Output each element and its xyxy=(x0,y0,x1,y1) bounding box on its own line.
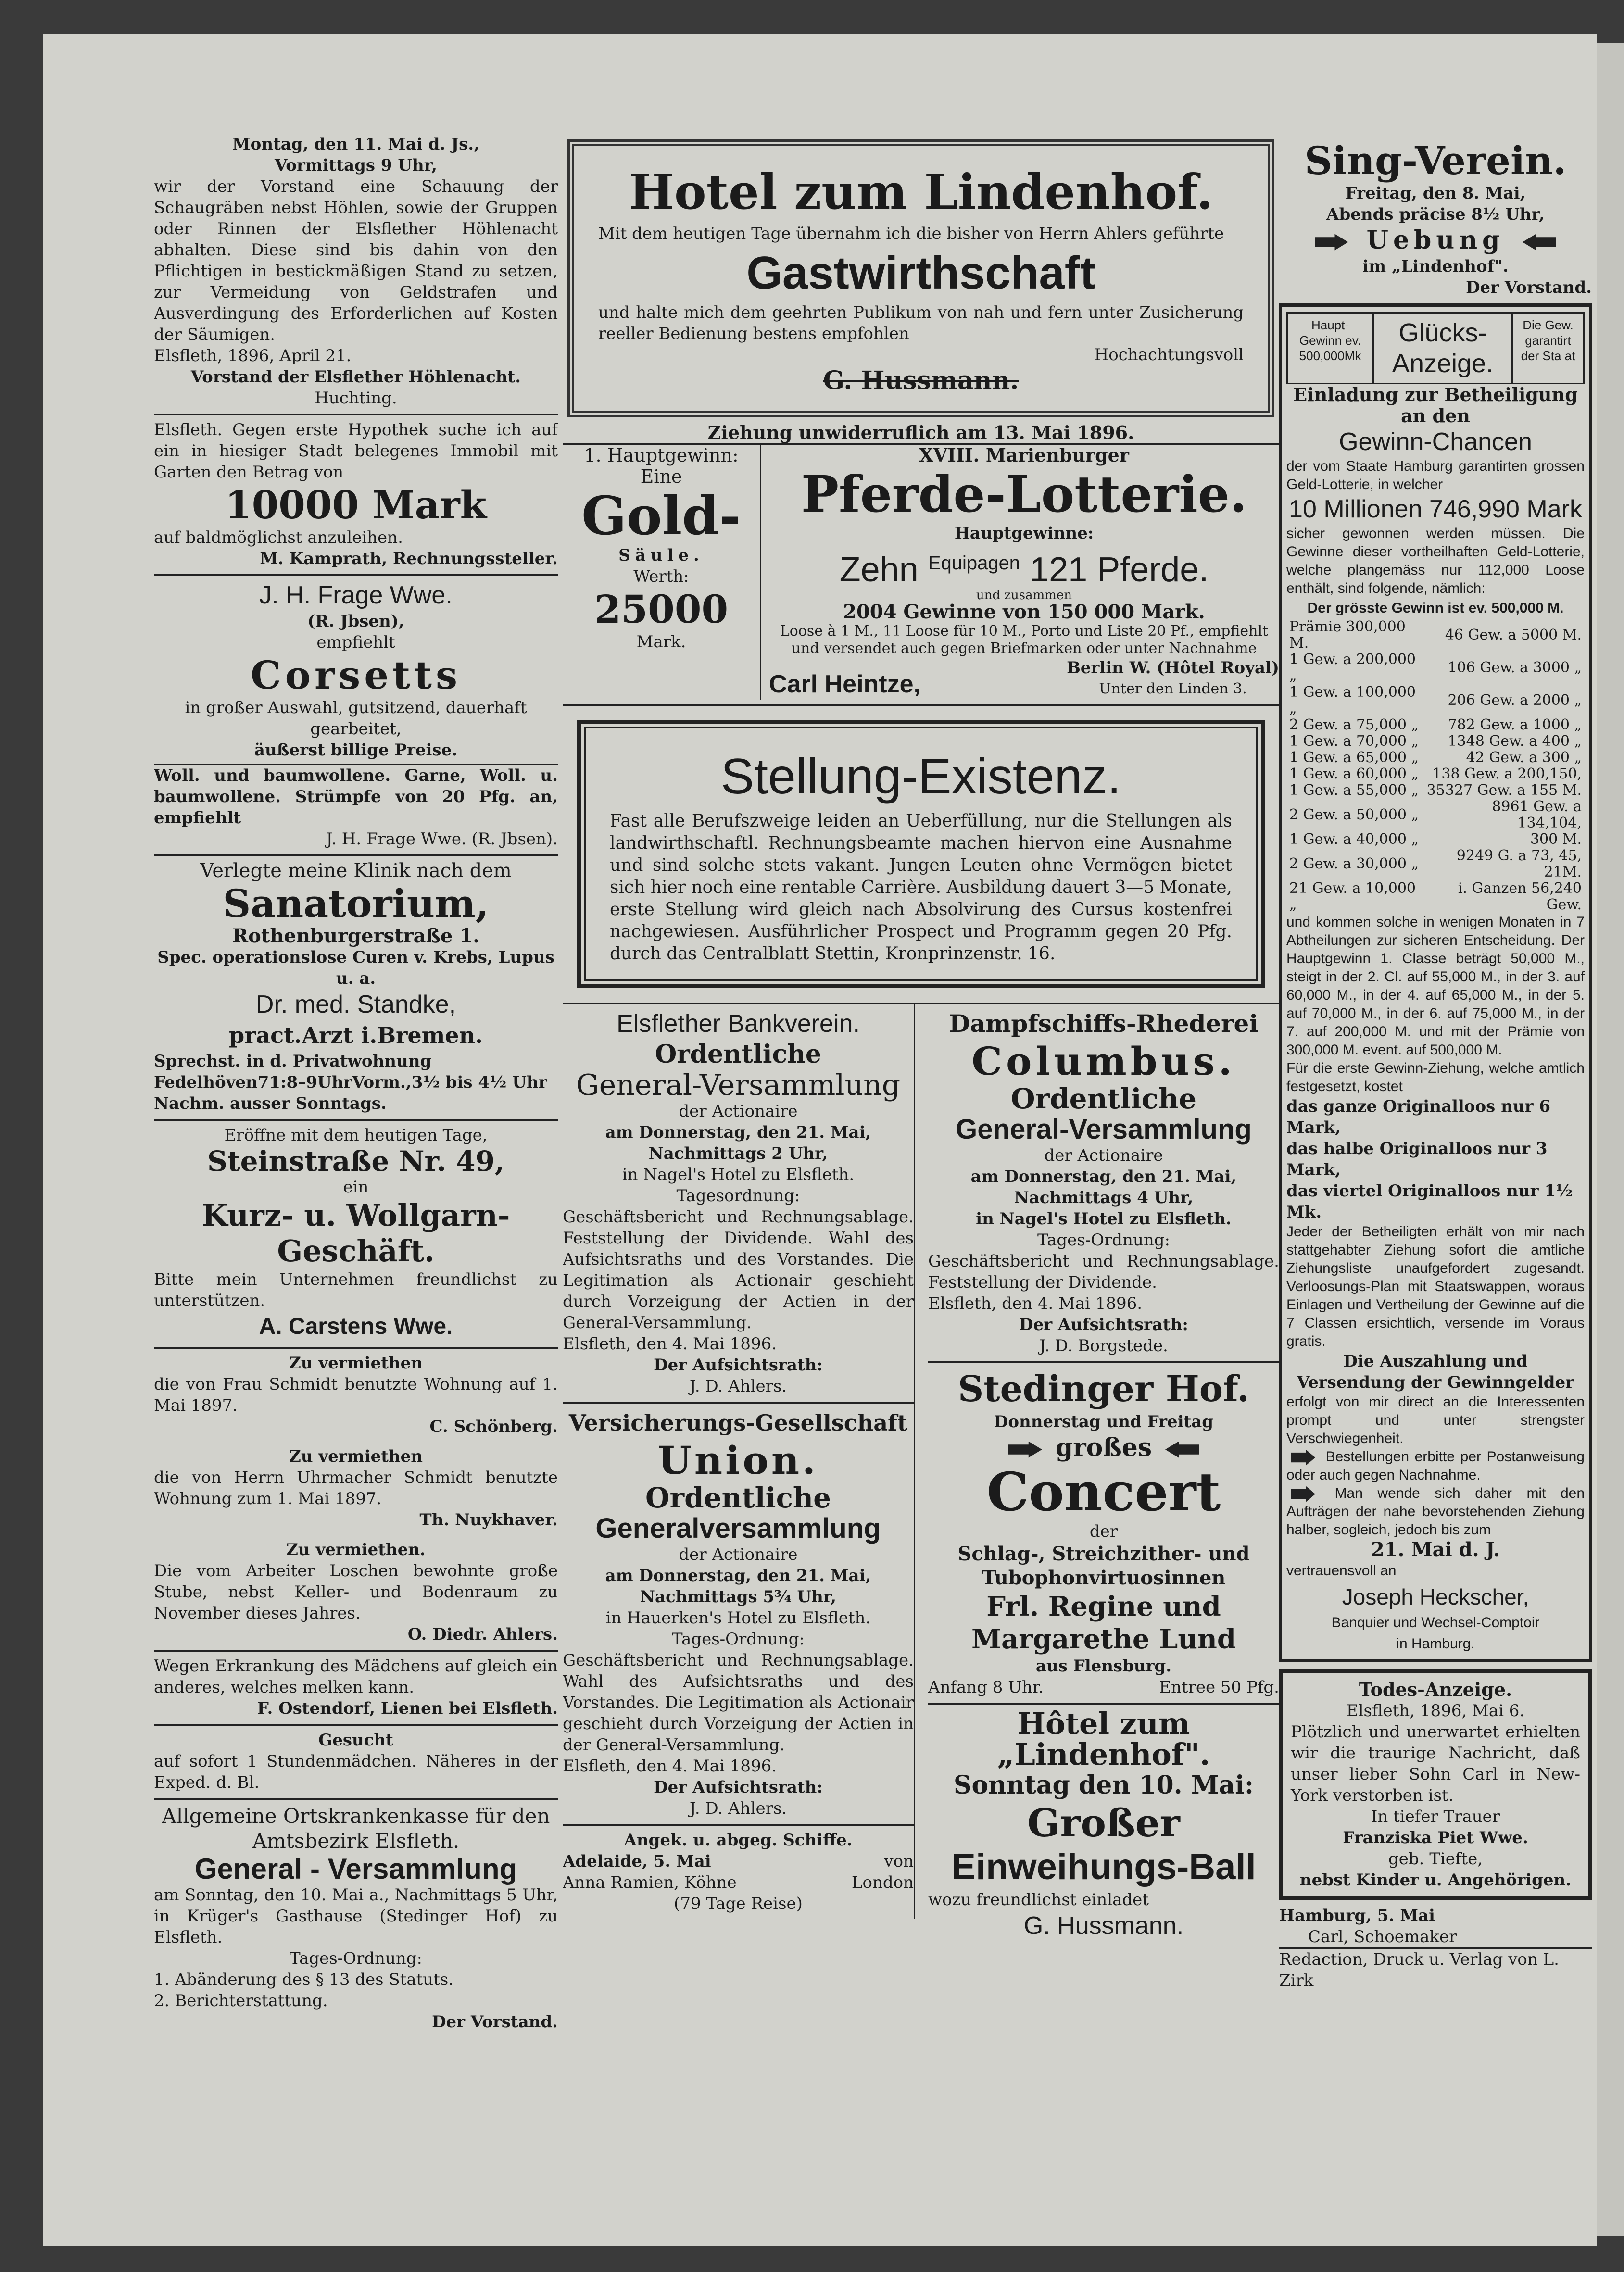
lotterie-firm-addr: Berlin W. (Hôtel Royal) xyxy=(1067,658,1279,678)
bankverein-when: am Donnerstag, den 21. Mai, Nachmittags 2 Uhr, xyxy=(605,1123,871,1163)
middle-subcolumns xyxy=(563,1004,1279,2062)
gluecks-body2: sicher gewonnen werden müssen. Die Gewinne dieser vortheilhaften Geld-Lotterie, welche plangemäss nur 112,000 Loose enthält, sind folgende, nämlich: xyxy=(1286,526,1585,596)
gluecks-orig1: das ganze Originalloos nur 6 Mark, xyxy=(1286,1097,1550,1137)
gluecks-invite: Einladung zur Betheiligung an den xyxy=(1293,384,1578,427)
gluecks-prize-table xyxy=(1286,619,1585,913)
schauung-date: Montag, den 11. Mai d. Js., xyxy=(232,135,479,154)
ad-sing-verein xyxy=(1279,135,1592,305)
columbus-signer: Der Aufsichtsrath: xyxy=(1019,1315,1188,1334)
prize-row xyxy=(1286,799,1585,831)
verm3-title: Zu vermiethen. xyxy=(286,1540,426,1559)
carstens-signer: A. Carstens Wwe. xyxy=(259,1314,453,1339)
verm2-signer: Th. Nuykhaver. xyxy=(419,1510,558,1530)
carstens-title: Kurz- u. Wollgarn-Geschäft. xyxy=(201,1198,510,1268)
gluecks-orig2: das halbe Originalloos nur 3 Mark, xyxy=(1286,1139,1548,1180)
hypothek-body: Elsfleth. Gegen erste Hypothek suche ich auf ein in hiesiger Stadt belegenes Immobil mit Garten den Betrag von xyxy=(154,420,558,482)
union-headline: Generalversammlung xyxy=(595,1513,881,1544)
gluecks-body9: Man wende sich daher mit den Aufträgen der nahe bevorstehenden Ziehung halber, sogleich, jedoch bis zum xyxy=(1286,1485,1585,1538)
prize-right: 46 Gew. a 5000 M. xyxy=(1445,627,1582,643)
ad-stedinger-hof xyxy=(928,1363,1279,1705)
gluecks-title-box xyxy=(1374,314,1513,383)
lindenhof-title: Hotel zum Lindenhof. xyxy=(629,163,1213,220)
lotterie-left-unit: Mark. xyxy=(636,632,686,652)
todes-geb: geb. Tiefte, xyxy=(1388,1849,1483,1869)
ball-headline: Einweihungs-Ball xyxy=(951,1846,1256,1887)
todes-body: Plötzlich und unerwartet erhielten wir die traurige Nachricht, daß unser lieber Sohn Carl in New-York verstorben ist. xyxy=(1291,1722,1580,1805)
prize-right: i. Ganzen 56,240 Gew. xyxy=(1458,880,1582,913)
lindenhof-greeting: Hochachtungsvoll xyxy=(1094,345,1244,364)
stellung-title: Stellung-Existenz. xyxy=(720,749,1121,804)
verm1-body: die von Frau Schmidt benutzte Wohnung auf 1. Mai 1897. xyxy=(154,1375,558,1415)
prize-row xyxy=(1286,684,1585,717)
frage-product: Corsetts xyxy=(250,653,462,698)
bankverein-dateline: Elsfleth, den 4. Mai 1896. xyxy=(563,1334,777,1354)
prize-right: 42 Gew. a 300 „ xyxy=(1466,749,1582,766)
gluecks-left: Haupt-Gewinn ev. 500,000Mk xyxy=(1299,318,1361,363)
ball-invite: wozu freundlichst einladet xyxy=(928,1890,1149,1909)
verm2-title: Zu vermiethen xyxy=(289,1447,423,1466)
stedinger-names: Frl. Regine und Margarethe Lund xyxy=(971,1591,1236,1655)
middle-subcolumn-left xyxy=(563,1004,915,1919)
ball-grosser: Großer xyxy=(1027,1800,1180,1845)
prize-right: 8961 Gew. a 134,104, xyxy=(1492,798,1582,831)
gluecks-body1: der vom Staate Hamburg garantirten grossen Geld-Lotterie, in welcher xyxy=(1286,458,1585,492)
lindenhof-line1: Mit dem heutigen Tage übernahm ich die bisher von Herrn Ahlers geführte xyxy=(598,224,1224,243)
prize-right: 9249 G. a 73, 45, 21M. xyxy=(1456,847,1582,880)
ad-vermiethen-1 xyxy=(154,1349,558,1442)
columbus-der: der Actionaire xyxy=(1044,1146,1163,1165)
maedchen-body: Wegen Erkrankung des Mädchens auf gleich ein anderes, welches melken kann. xyxy=(154,1657,558,1697)
bankverein-headline: General-Versammlung xyxy=(576,1068,901,1102)
sanatorium-addr: Rothenburgerstraße 1. xyxy=(232,925,480,947)
footer-ship: Carl, Schoemaker xyxy=(1308,1927,1457,1946)
column-right xyxy=(1279,135,1592,1991)
prize-row xyxy=(1286,766,1585,782)
lindenhof-body: und halte mich dem geehrten Publikum von nah und fern unter Zusicherung reeller Bedienung bestens empfohlen xyxy=(598,303,1244,343)
pointing-hand-icon xyxy=(1165,1442,1199,1458)
prize-row xyxy=(1286,831,1585,848)
next-page-edge xyxy=(1597,43,1624,2236)
columbus-headline: General-Versammlung xyxy=(956,1114,1252,1145)
prize-left: 1 Gew. a 65,000 „ xyxy=(1289,749,1419,766)
stedinger-entry: Entree 50 Pfg. xyxy=(1159,1678,1279,1697)
hypothek-signer: M. Kamprath, Rechnungssteller. xyxy=(260,549,558,568)
columbus-name: Columbus. xyxy=(971,1039,1236,1084)
prize-row xyxy=(1286,880,1585,913)
gluecks-top: Der grösste Gewinn ist ev. 500,000 M. xyxy=(1307,600,1564,616)
gesucht-body: auf sofort 1 Stundenmädchen. Näheres in der Exped. d. Bl. xyxy=(154,1752,558,1792)
ad-einweihungs-ball xyxy=(928,1705,1279,1946)
singverein-where: im „Lindenhof". xyxy=(1362,257,1509,276)
schiffe-line3: (79 Tage Reise) xyxy=(674,1894,803,1913)
todes-family: nebst Kinder u. Angehörigen. xyxy=(1299,1870,1572,1890)
lotterie-firm-addr2: Unter den Linden 3. xyxy=(1099,680,1247,697)
gluecks-chances: Gewinn-Chancen xyxy=(1339,428,1532,456)
columbus-title: Dampfschiffs-Rhederei xyxy=(949,1009,1259,1038)
union-signer2: J. D. Ahlers. xyxy=(689,1799,787,1818)
bankverein-der: der Actionaire xyxy=(679,1102,798,1121)
lindenhof-signer: G. Hussmann. xyxy=(823,366,1019,395)
prize-right: 782 Gew. a 1000 „ xyxy=(1448,716,1582,733)
union-dateline: Elsfleth, den 4. Mai 1896. xyxy=(563,1757,777,1776)
carstens-body: Bitte mein Unternehmen freundlichst zu unterstützen. xyxy=(154,1270,558,1310)
union-name: Union. xyxy=(658,1438,818,1483)
ad-frage xyxy=(154,576,558,856)
singverein-headline: Uebung xyxy=(1366,226,1505,255)
gluecks-orig3: das viertel Originalloos nur 1½ Mk. xyxy=(1286,1181,1573,1222)
lotterie-left-saeule: Säule. xyxy=(618,546,704,565)
schiffe-line1-place: Adelaide, 5. Mai xyxy=(563,1852,711,1871)
bankverein-agenda-title: Tagesordnung: xyxy=(676,1186,800,1205)
stellung-box xyxy=(577,720,1265,988)
prize-right: 138 Gew. a 200,150, xyxy=(1432,766,1582,782)
schauung-time: Vormittags 9 Uhr, xyxy=(274,156,438,175)
lotterie-left-eine: Eine xyxy=(640,466,682,487)
sanatorium-title: Sanatorium, xyxy=(223,881,489,926)
pointing-hand-icon xyxy=(1008,1442,1042,1458)
frage-empfiehlt: empfiehlt xyxy=(316,633,395,652)
gluecks-deadline: 21. Mai d. J. xyxy=(1371,1538,1500,1561)
ad-hotel-lindenhof xyxy=(567,139,1274,417)
lotterie-hauptgew: Hauptgewinne: xyxy=(954,524,1094,543)
gluecks-left-box xyxy=(1288,314,1374,383)
union-when: am Donnerstag, den 21. Mai, Nachmittags 5¾ Uhr, xyxy=(605,1566,871,1607)
carstens-line1: Eröffne mit dem heutigen Tage, xyxy=(224,1126,488,1145)
bankverein-where: in Nagel's Hotel zu Elsfleth. xyxy=(622,1165,855,1184)
frage-body2: Woll. und baumwollene. Garne, Woll. u. baumwollene. Strümpfe von 20 Pfg. an, empfiehlt xyxy=(154,764,558,828)
gluecks-right: Die Gew. garantirt der Sta at xyxy=(1521,318,1575,363)
lotterie-title: Pferde-Lotterie. xyxy=(801,464,1247,524)
footer-place: Hamburg, 5. Mai xyxy=(1279,1906,1435,1925)
ortskranken-agenda-1: 1. Abänderung des § 13 des Statuts. xyxy=(154,1970,454,1989)
pointing-hand-icon xyxy=(1523,234,1556,251)
stedinger-when: Donnerstag und Freitag xyxy=(994,1412,1214,1431)
prize-left: 2 Gew. a 75,000 „ xyxy=(1289,716,1419,733)
ad-gesucht xyxy=(154,1726,558,1800)
union-where: in Hauerken's Hotel zu Elsfleth. xyxy=(605,1608,871,1628)
union-der: der Actionaire xyxy=(679,1545,798,1564)
frage-signer: J. H. Frage Wwe. (R. Jbsen). xyxy=(326,829,558,849)
columbus-when: am Donnerstag, den 21. Mai, Nachmittags 4 Uhr, xyxy=(970,1167,1237,1207)
ad-sanatorium xyxy=(154,856,558,1121)
todes-dateline: Elsfleth, 1896, Mai 6. xyxy=(1346,1701,1525,1720)
ad-gluecks-anzeige xyxy=(1279,305,1592,1662)
ad-todes-anzeige xyxy=(1279,1669,1592,1900)
footer xyxy=(1279,1900,1592,1991)
gluecks-title: Glücks-Anzeige. xyxy=(1392,318,1494,378)
gluecks-banker-sub: Banquier und Wechsel-Comptoir xyxy=(1331,1615,1540,1631)
union-signer: Der Aufsichtsrath: xyxy=(654,1778,823,1797)
lotterie-pferde: 121 Pferde. xyxy=(1030,551,1209,589)
gluecks-vertrauen: vertrauensvoll an xyxy=(1286,1563,1397,1579)
ortskranken-headline: General - Versammlung xyxy=(194,1853,517,1885)
ad-schauung xyxy=(154,130,558,415)
gluecks-body5: Jeder der Betheiligten erhält von mir nach stattgehabter Ziehung sofort die amtliche Ziehungsliste unaufgefordert zugesandt. Verloosungs-Plan mit Staatswappen, woraus Einlagen und Vertheilung der Gewinne auf die 7 Classen ersichtlich, versende im Voraus gratis. xyxy=(1286,1224,1585,1349)
lotterie-zehn: Zehn xyxy=(839,551,919,589)
verm3-signer: O. Diedr. Ahlers. xyxy=(407,1625,558,1644)
prize-left: 2 Gew. a 50,000 „ xyxy=(1289,806,1419,823)
gesucht-title: Gesucht xyxy=(318,1731,393,1750)
stedinger-concert: Concert xyxy=(986,1461,1221,1523)
stedinger-from: aus Flensburg. xyxy=(1035,1657,1172,1676)
schauung-body: wir der Vorstand eine Schauung der Schaugräben nebst Höhlen, sowie der Gruppen oder Rinnen der Elsflether Höhlenacht abhalten. Diese sind bis dahin von den Pflichtigen in bestickmäßigen Stand zu setzen, zur Vermeidung von Geldstrafen und Ausverdingung des Erforderlichen auf Kosten der Säumigen. xyxy=(154,177,558,344)
prize-row xyxy=(1286,652,1585,684)
union-agenda: Geschäftsbericht und Rechnungsablage. Wahl des Aufsichtsraths und des Vorstandes. Die Legitimation als Actionair geschieht durch Vorzeigung der Actien in der General-Versammlung. xyxy=(563,1651,914,1755)
prize-left: 1 Gew. a 60,000 „ xyxy=(1289,766,1419,782)
ad-union xyxy=(563,1404,914,1826)
schiffe-line2-ship: Anna Ramien, Köhne xyxy=(563,1873,737,1892)
lotterie-banner: Ziehung unwiderruflich am 13. Mai 1896. xyxy=(563,422,1279,445)
prize-left: 21 Gew. a 10,000 „ xyxy=(1289,880,1416,913)
middle-subcolumn-right xyxy=(928,1004,1279,1946)
lotterie-firm: Carl Heintze, xyxy=(769,670,920,698)
schauung-signer2: Huchting. xyxy=(315,389,397,408)
stedinger-start: Anfang 8 Uhr. xyxy=(928,1678,1044,1697)
prize-left: 1 Gew. a 40,000 „ xyxy=(1289,831,1419,848)
bankverein-signer: Der Aufsichtsrath: xyxy=(654,1356,823,1375)
gluecks-millions: 10 Millionen 746,990 Mark xyxy=(1289,495,1582,523)
lotterie-left-head: 1. Hauptgewinn: xyxy=(584,445,739,466)
prize-left: 1 Gew. a 200,000 „ xyxy=(1289,651,1416,684)
prize-row xyxy=(1286,733,1585,750)
prize-right: 1348 Gew. a 400 „ xyxy=(1448,733,1582,750)
prize-right: 35327 Gew. a 155 M. xyxy=(1426,782,1582,799)
gluecks-body7: erfolgt von mir direct an die Interessenten prompt und unter strengster Verschwiegenheit. xyxy=(1286,1394,1585,1446)
prize-right: 206 Gew. a 2000 „ xyxy=(1448,692,1582,709)
ortskranken-title: Allgemeine Ortskrankenkasse für den Amtsbezirk Elsfleth. xyxy=(162,1804,550,1853)
frage-name: J. H. Frage Wwe. xyxy=(259,581,453,609)
stedinger-der: der xyxy=(1089,1522,1118,1541)
stedinger-grosses: großes xyxy=(1055,1433,1152,1462)
schauung-dateline: Elsfleth, 1896, April 21. xyxy=(154,346,352,365)
prize-row xyxy=(1286,717,1585,733)
prize-left: Prämie 300,000 M. xyxy=(1289,618,1406,652)
hypothek-amount: 10000 Mark xyxy=(225,482,487,527)
ad-hypothek xyxy=(154,415,558,576)
ad-pferde-lotterie xyxy=(563,417,1279,706)
ortskranken-body: am Sonntag, den 10. Mai a., Nachmittags 5 Uhr, in Krüger's Gasthause (Stedinger Hof) zu Elsfleth. xyxy=(154,1885,558,1947)
prize-left: 1 Gew. a 55,000 „ xyxy=(1289,782,1419,799)
stedinger-grosses-line xyxy=(928,1432,1279,1463)
pointing-hand-icon xyxy=(1315,234,1348,251)
ad-columbus xyxy=(928,1004,1279,1363)
schiffe-line1-von: von xyxy=(884,1852,914,1871)
ad-carstens xyxy=(154,1121,558,1349)
column-middle xyxy=(563,139,1279,2062)
frage-desc: in großer Auswahl, gutsitzend, dauerhaft gearbeitet, xyxy=(185,698,527,739)
frage-sub: (R. Jbsen), xyxy=(307,612,404,631)
bankverein-sub: Ordentliche xyxy=(655,1040,822,1069)
lotterie-left-amount: 25000 xyxy=(594,587,729,632)
verm2-body: die von Herrn Uhrmacher Schmidt benutzte Wohnung zum 1. Mai 1897. xyxy=(154,1468,558,1508)
ball-signer: G. Hussmann. xyxy=(1023,1912,1184,1940)
lindenhof-business: Gastwirthschaft xyxy=(746,247,1095,299)
stedinger-title: Stedinger Hof. xyxy=(957,1368,1250,1410)
sanatorium-hours: Sprechst. in d. Privatwohnung Fedelhöven71:8–9UhrVorm.,3½ bis 4½ Uhr Nachm. ausser Sonntags. xyxy=(154,1052,547,1113)
ad-schiffe xyxy=(563,1826,914,1919)
ortskranken-signer: Der Vorstand. xyxy=(432,2012,558,2032)
prize-right: 106 Gew. a 3000 „ xyxy=(1448,659,1582,676)
ad-ortskranken xyxy=(154,1800,558,2037)
lotterie-right-box xyxy=(761,445,1279,700)
gluecks-banker: Joseph Heckscher, xyxy=(1342,1584,1529,1609)
gluecks-right-box xyxy=(1513,314,1583,383)
maedchen-signer: F. Ostendorf, Lienen bei Elsfleth. xyxy=(257,1699,558,1718)
lotterie-equipagen: Equipagen xyxy=(928,552,1020,574)
lotterie-lose: Loose à 1 M., 11 Loose für 10 M., Porto und Liste 20 Pf., empfiehlt und versendet auch gegen Briefmarken oder unter Nachnahme xyxy=(780,623,1269,657)
singverein-title: Sing-Verein. xyxy=(1304,138,1567,183)
verm1-signer: C. Schönberg. xyxy=(429,1417,558,1436)
pointing-hand-icon xyxy=(1291,1486,1315,1502)
sanatorium-doctor: Dr. med. Standke, xyxy=(255,991,456,1018)
carstens-ein: ein xyxy=(343,1178,369,1197)
singverein-when: Freitag, den 8. Mai, xyxy=(1345,184,1526,203)
lotterie-gewinne: 2004 Gewinne von 150 000 Mark. xyxy=(843,601,1205,623)
singverein-signer: Der Vorstand. xyxy=(1466,278,1592,297)
verm3-body: Die vom Arbeiter Loschen bewohnte große Stube, nebst Keller- und Bodenraum zu November dieses Jahres. xyxy=(154,1561,558,1623)
ball-title: Hôtel zum „Lindenhof". xyxy=(997,1706,1210,1772)
sanatorium-spec: Spec. operationslose Curen v. Krebs, Lupus u. a. xyxy=(157,948,554,988)
gluecks-banker-city: in Hamburg. xyxy=(1396,1636,1475,1652)
columbus-signer2: J. D. Borgstede. xyxy=(1039,1336,1168,1356)
gluecks-body9-line xyxy=(1286,1484,1585,1539)
ad-maedchen xyxy=(154,1652,558,1726)
ad-bankverein xyxy=(563,1004,914,1404)
verm1-title: Zu vermiethen xyxy=(289,1354,423,1373)
hypothek-body2: auf baldmöglichst anzuleihen. xyxy=(154,528,403,547)
bankverein-agenda: Geschäftsbericht und Rechnungsablage. Feststellung der Dividende. Wahl des Aufsichtsraths und des Vorstandes. Die Legitimation als Actionair geschieht durch Vorzeigung der Actien in der General-Versammlung. xyxy=(563,1207,914,1332)
singverein-time: Abends präcise 8½ Uhr, xyxy=(1326,205,1545,224)
schauung-signer: Vorstand der Elsflether Höhlenacht. xyxy=(190,367,521,387)
gluecks-body8-line xyxy=(1286,1448,1585,1484)
todes-title: Todes-Anzeige. xyxy=(1359,1679,1512,1700)
prize-row xyxy=(1286,848,1585,880)
sanatorium-place: pract.Arzt i.Bremen. xyxy=(228,1022,483,1048)
ortskranken-agenda-title: Tages-Ordnung: xyxy=(290,1949,422,1968)
carstens-addr: Steinstraße Nr. 49, xyxy=(207,1145,505,1178)
columbus-where: in Nagel's Hotel zu Elsfleth. xyxy=(976,1209,1232,1229)
sanatorium-line1: Verlegte meine Klinik nach dem xyxy=(200,860,512,882)
schiffe-title: Angek. u. abgeg. Schiffe. xyxy=(624,1831,853,1850)
columbus-dateline: Elsfleth, den 4. Mai 1896. xyxy=(928,1294,1143,1313)
union-agenda-title: Tages-Ordnung: xyxy=(672,1630,805,1649)
lotterie-subtitle: XVIII. Marienburger xyxy=(919,444,1129,466)
stellung-body: Fast alle Berufszweige leiden an Ueberfüllung, nur die Stellungen als landwirthschaftl. Rechnungsbeamte machen hiervon eine Ausnahme und sind solche stets vakant. Jungen Leuten ohne Vermögen bietet sich hier noch eine rentable Carrière. Ausbildung dauert 3—5 Monate, erste Stellung wird gleich nach Absolvirung des Cursus kostenfrei nachgewiesen. Ausführlicher Prospect und Programm gegen 20 Pfg. durch das Centralblatt Stettin, Kronprinzenstr. 16. xyxy=(610,811,1232,964)
lotterie-und-zusammen: und zusammen xyxy=(976,588,1072,603)
prize-left: 2 Gew. a 30,000 „ xyxy=(1289,855,1419,872)
ad-vermiethen-2 xyxy=(154,1442,558,1535)
gluecks-body8: Bestellungen erbitte per Postanweisung oder auch gegen Nachnahme. xyxy=(1286,1449,1585,1483)
prize-row xyxy=(1286,782,1585,799)
singverein-headline-line xyxy=(1279,225,1592,256)
columbus-agenda-title: Tages-Ordnung: xyxy=(1037,1230,1170,1250)
union-sub: Ordentliche xyxy=(645,1481,831,1514)
stedinger-artists: Schlag-, Streichzither- und Tubophonvirtuosinnen xyxy=(957,1543,1250,1589)
gluecks-body6: Die Auszahlung und Versendung der Gewinngelder xyxy=(1297,1352,1574,1392)
pointing-hand-icon xyxy=(1291,1449,1315,1466)
prize-row xyxy=(1286,750,1585,766)
prize-left: 1 Gew. a 100,000 „ xyxy=(1289,684,1416,717)
prize-right: 300 M. xyxy=(1530,831,1582,848)
lotterie-equipagen-line xyxy=(769,544,1279,589)
frage-price: äußerst billige Preise. xyxy=(254,741,458,760)
lotterie-left-box xyxy=(563,445,761,700)
ortskranken-agenda-2: 2. Berichterstattung. xyxy=(154,1991,328,2010)
lotterie-left-gold: Gold- xyxy=(581,485,741,547)
footer-redaction: Redaction, Druck u. Verlag von L. Zirk xyxy=(1279,1947,1592,1991)
ball-when: Sonntag den 10. Mai: xyxy=(953,1770,1254,1800)
column-left xyxy=(154,130,558,2037)
columbus-sub: Ordentliche xyxy=(1011,1082,1196,1115)
gluecks-body4: Für die erste Gewinn-Ziehung, welche amtlich festgesetzt, kostet xyxy=(1286,1060,1585,1094)
prize-left: 1 Gew. a 70,000 „ xyxy=(1289,733,1419,750)
schiffe-line2-dest: London xyxy=(851,1873,914,1892)
ad-stellung xyxy=(563,706,1279,1004)
bankverein-signer2: J. D. Ahlers. xyxy=(689,1377,787,1396)
ad-vermiethen-3 xyxy=(154,1535,558,1652)
columbus-agenda: Geschäftsbericht und Rechnungsablage. Feststellung der Dividende. xyxy=(928,1252,1279,1292)
bankverein-title: Elsflether Bankverein. xyxy=(617,1010,860,1038)
gluecks-header xyxy=(1286,312,1585,384)
todes-name: Franziska Piet Wwe. xyxy=(1343,1828,1528,1847)
gluecks-body3: und kommen solche in wenigen Monaten in 7 Abtheilungen zur sicheren Entscheidung. Der Hauptgewinn 1. Classe beträgt 50,000 M., steigt in der 2. Cl. auf 55,000 M., in der 3. auf 60,000 M., in der 4. auf 65,000 M., in der 5. auf 70,000 M., in der 6. auf 75,000 M., in der 7. auf 200,000 M. und mit der Prämie von 300,000 M. event. auf 500,000 M. xyxy=(1286,914,1585,1058)
lotterie-left-werth: Werth: xyxy=(633,567,689,586)
prize-row xyxy=(1286,619,1585,652)
todes-trauer: In tiefer Trauer xyxy=(1371,1807,1500,1826)
union-title: Versicherungs-Gesellschaft xyxy=(568,1410,908,1436)
